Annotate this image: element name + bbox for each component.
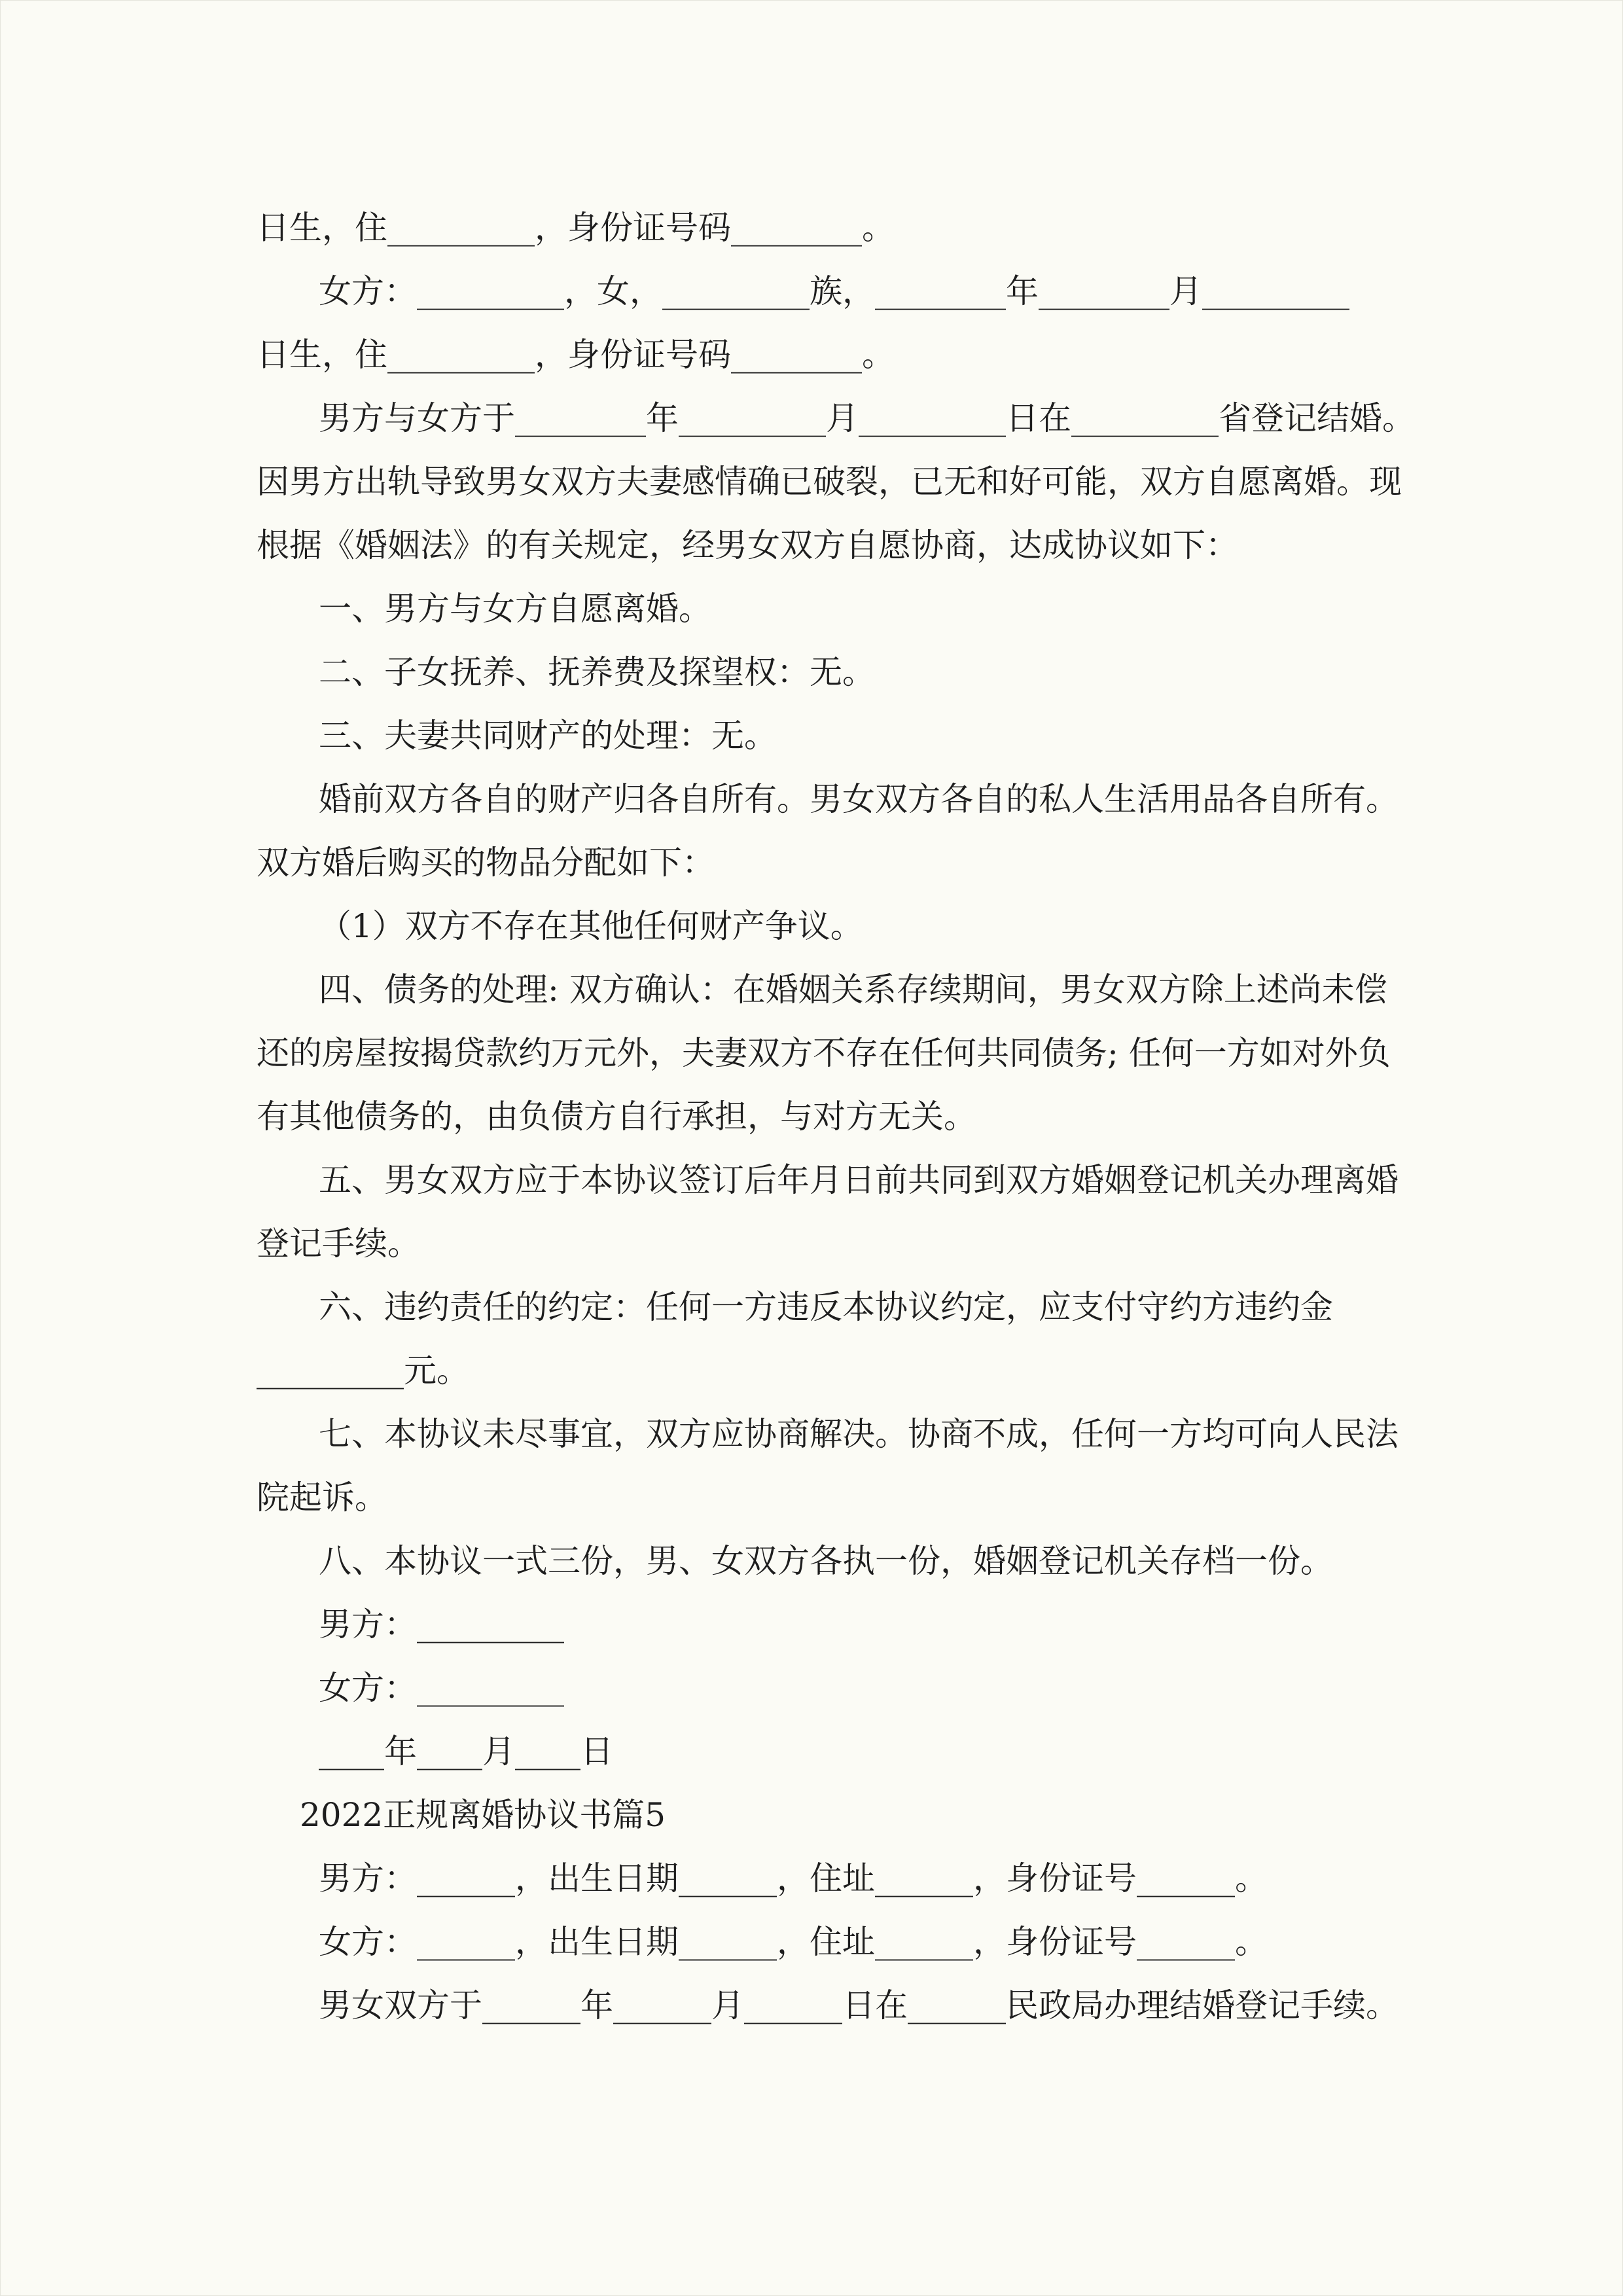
section-title: 2022正规离婚协议书篇5 <box>300 1796 666 1834</box>
document-line: 女方：______，出生日期______，住址______，身份证号______。 <box>319 1923 1268 1961</box>
document-clause-8: 八、本协议一式三份，男、女双方各执一份，婚姻登记机关存档一份。 <box>319 1542 1333 1580</box>
document-line: 日生，住_________，身份证号码________。 <box>257 209 895 247</box>
document-clause-7: 七、本协议未尽事宜，双方应协商解决。协商不成，任何一方均可向人民法 <box>319 1415 1399 1453</box>
document-line: 院起诉。 <box>257 1479 387 1516</box>
document-line: 女方：_________，女，_________族，________年________月_________ <box>319 272 1349 310</box>
document-line: 男女双方于______年______月______日在______民政局办理结婚登记手续。 <box>319 1986 1399 2024</box>
signature-date-line: ____年____月____日 <box>319 1732 613 1770</box>
document-line: 根据《婚姻法》的有关规定，经男女双方自愿协商，达成协议如下： <box>257 526 1238 564</box>
document-line: （1）双方不存在其他任何财产争议。 <box>319 907 863 945</box>
document-line: 日生，住_________，身份证号码________。 <box>257 336 895 374</box>
document-line: 有其他债务的，由负债方自行承担，与对方无关。 <box>257 1098 976 1136</box>
document-clause-2: 二、子女抚养、抚养费及探望权：无。 <box>319 653 875 691</box>
document-line: _________元。 <box>257 1352 469 1390</box>
document-line: 因男方出轨导致男女双方夫妻感情确已破裂，已无和好可能，双方自愿离婚。现 <box>257 463 1402 501</box>
document-line: 登记手续。 <box>257 1225 420 1263</box>
signature-line-female: 女方：_________ <box>319 1669 564 1707</box>
document-clause-4: 四、债务的处理: 双方确认：在婚姻关系存续期间，男女双方除上述尚未偿 <box>319 971 1387 1009</box>
document-clause-6: 六、违约责任的约定：任何一方违反本协议约定，应支付守约方违约金 <box>319 1288 1333 1326</box>
document-line: 男方与女方于________年_________月_________日在_________省登记结婚。 <box>319 399 1415 437</box>
document-clause-5: 五、男女双方应于本协议签订后年月日前共同到双方婚姻登记机关办理离婚 <box>319 1161 1399 1199</box>
document-clause-3: 三、夫妻共同财产的处理：无。 <box>319 717 777 755</box>
document-line: 还的房屋按揭贷款约万元外，夫妻双方不存在任何共同债务; 任何一方如对外负 <box>257 1034 1391 1072</box>
signature-line-male: 男方：_________ <box>319 1605 564 1643</box>
document-clause-1: 一、男方与女方自愿离婚。 <box>319 590 711 628</box>
document-line: 男方：______，出生日期______，住址______，身份证号______。 <box>319 1859 1268 1897</box>
document-line: 婚前双方各自的财产归各自所有。男女双方各自的私人生活用品各自所有。 <box>319 780 1399 818</box>
document-line: 双方婚后购买的物品分配如下： <box>257 844 715 882</box>
